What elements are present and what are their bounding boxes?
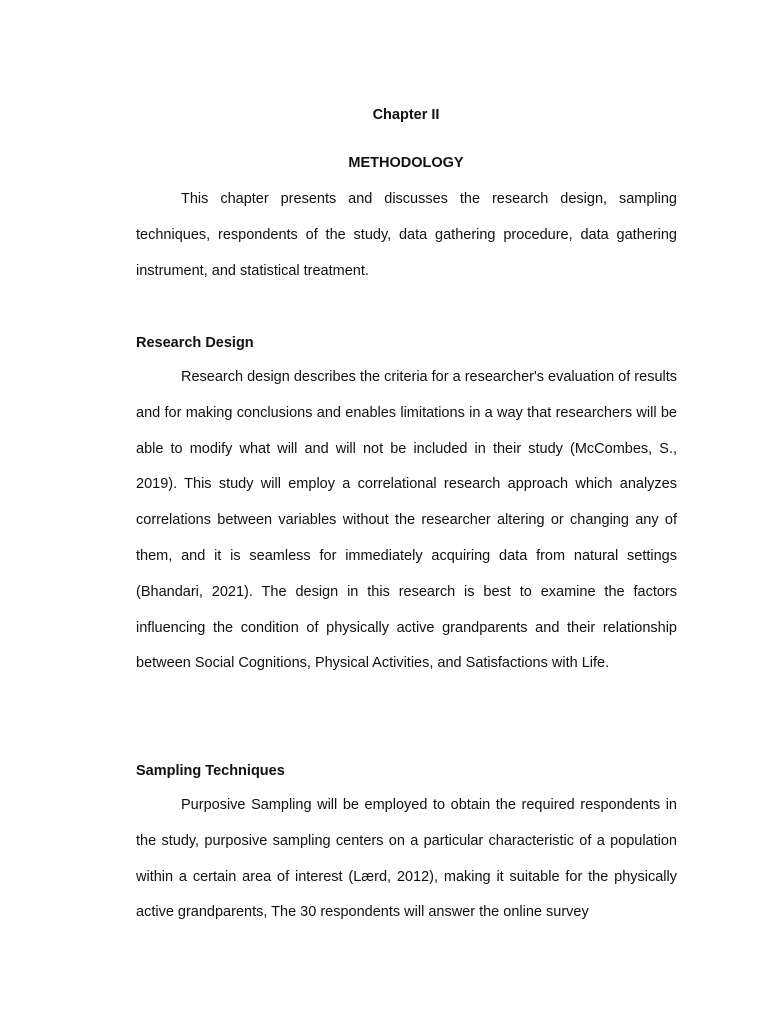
sampling-techniques-paragraph: Purposive Sampling will be employed to obtain the required respondents in the study, purposive sampling centers on a particular characteristic of a population within a certain area of interest (Lærd, 2012), making it suitable for the physically active grandparents, The 30 respondents will answer the online survey: [136, 797, 677, 921]
section-heading-research-design: Research Design: [136, 335, 254, 351]
chapter-label: Chapter II: [372, 107, 440, 123]
intro-paragraph: This chapter presents and discusses the research design, sampling techniques, respondents of the study, data gathering procedure, data gathering instrument, and statistical treatment.: [136, 191, 677, 279]
chapter-title: METHODOLOGY: [348, 155, 464, 171]
section-heading-sampling-techniques: Sampling Techniques: [136, 763, 285, 779]
research-design-paragraph: Research design describes the criteria for a researcher's evaluation of results and for making conclusions and enables limitations in a way that researchers will be able to modify what will and will not be included in their study (McCombes, S., 2019). This study will employ a correlational research approach which analyzes correlations between variables without the researcher altering or changing any of them, and it is seamless for immediately acquiring data from natural settings (Bhandari, 2021). The design in this research is best to examine the factors influencing the condition of physically active grandparents and their relationship between Social Cognitions, Physical Activities, and Satisfactions with Life.: [136, 369, 678, 672]
